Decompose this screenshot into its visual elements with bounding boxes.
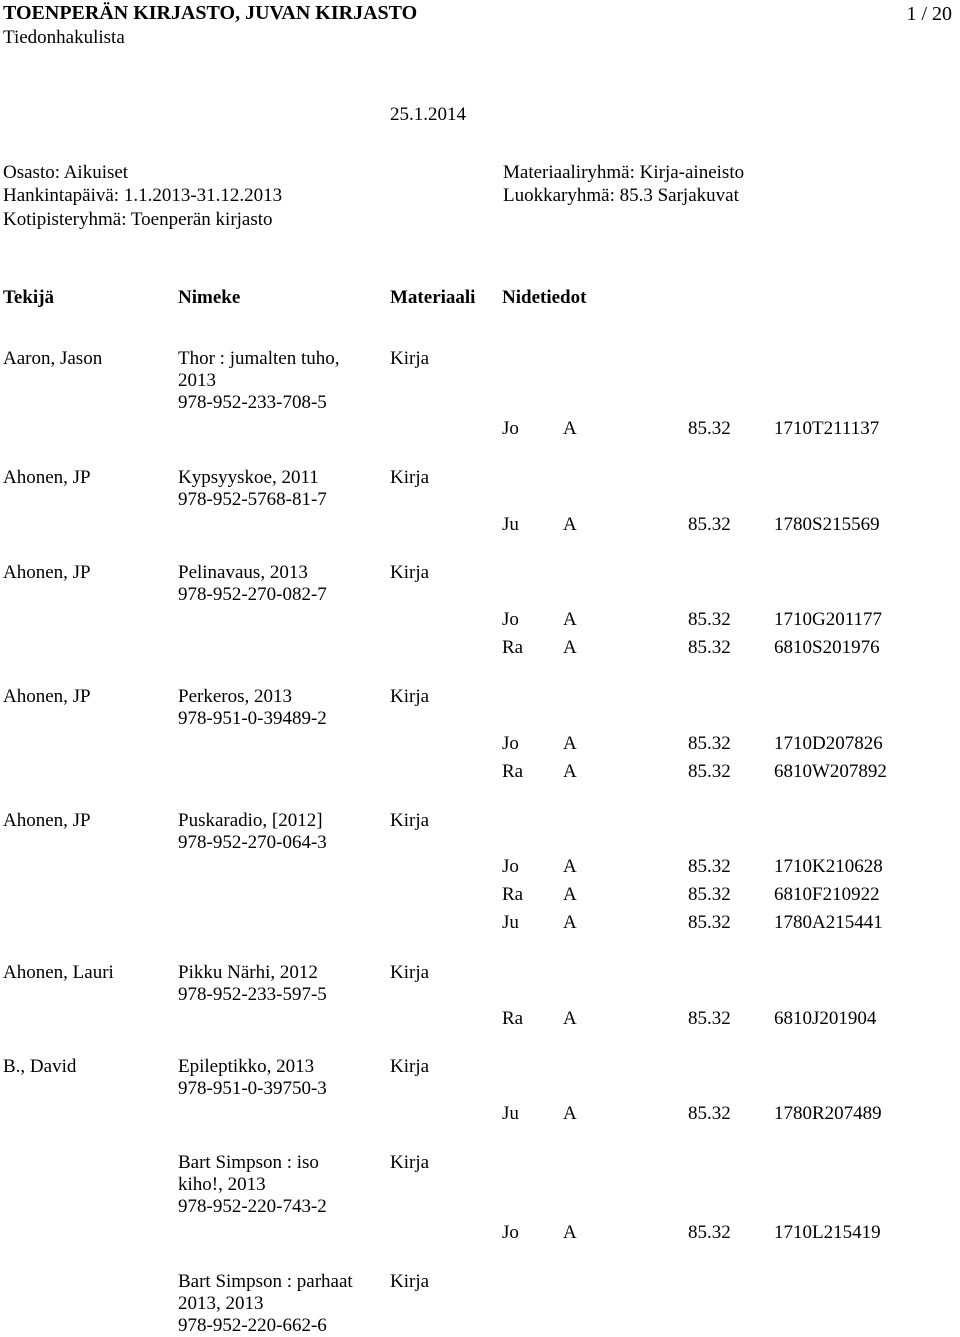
column-header-copies: Nidetiedot xyxy=(502,287,587,308)
record-title-line: Bart Simpson : iso xyxy=(178,1152,319,1173)
copy-collection: A xyxy=(563,912,577,933)
copy-collection: A xyxy=(563,637,577,658)
library-title: TOENPERÄN KIRJASTO, JUVAN KIRJASTO xyxy=(3,2,418,24)
record-title xyxy=(178,562,378,606)
copy-row xyxy=(0,609,960,637)
record-material: Kirja xyxy=(390,686,430,707)
copy-class: 85.32 xyxy=(688,761,731,782)
copy-id: 6810F210922 xyxy=(774,884,880,905)
record-title-line: Bart Simpson : parhaat xyxy=(178,1271,353,1292)
copy-collection: A xyxy=(563,1008,577,1029)
copy-id: 6810S201976 xyxy=(774,637,880,658)
record-title-line: 978-952-5768-81-7 xyxy=(178,489,327,510)
copy-collection: A xyxy=(563,884,577,905)
record-title-line: 978-952-233-597-5 xyxy=(178,984,327,1005)
column-header-title: Nimeke xyxy=(178,287,241,308)
record-title-line: 2013, 2013 xyxy=(178,1293,264,1314)
copy-id: 1710T211137 xyxy=(774,418,880,439)
criteria-osasto: Osasto: Aikuiset xyxy=(3,162,129,183)
copy-class: 85.32 xyxy=(688,856,731,877)
copy-location: Jo xyxy=(502,418,519,439)
copy-id: 1780R207489 xyxy=(774,1103,882,1124)
copy-row xyxy=(0,514,960,542)
copy-collection: A xyxy=(563,1222,577,1243)
copy-class: 85.32 xyxy=(688,733,731,754)
record-author: Ahonen, JP xyxy=(3,467,91,488)
record-author: Ahonen, JP xyxy=(3,810,91,831)
copy-id: 1710L215419 xyxy=(774,1222,881,1243)
copy-row xyxy=(0,637,960,665)
record-title xyxy=(178,686,378,730)
copy-location: Jo xyxy=(502,609,519,630)
record-author: Ahonen, JP xyxy=(3,562,91,583)
record-title-line: Kypsyyskoe, 2011 xyxy=(178,467,319,488)
column-header-material: Materiaali xyxy=(390,287,476,308)
record-title-line: Puskaradio, [2012] xyxy=(178,810,323,831)
record-title xyxy=(178,810,378,854)
copy-row xyxy=(0,912,960,940)
record-author: Ahonen, Lauri xyxy=(3,962,114,983)
record-title-line: 978-952-220-743-2 xyxy=(178,1196,327,1217)
copy-class: 85.32 xyxy=(688,884,731,905)
copy-row xyxy=(0,761,960,789)
copy-location: Ra xyxy=(502,884,524,905)
copy-row xyxy=(0,1103,960,1131)
copy-location: Ra xyxy=(502,761,524,782)
copy-class: 85.32 xyxy=(688,609,731,630)
record-title xyxy=(178,467,378,511)
copy-class: 85.32 xyxy=(688,1008,731,1029)
record-material: Kirja xyxy=(390,1056,430,1077)
copy-id: 1780S215569 xyxy=(774,514,880,535)
record-title-line: Thor : jumalten tuho, xyxy=(178,348,340,369)
record-material: Kirja xyxy=(390,1271,430,1292)
copy-id: 1710D207826 xyxy=(774,733,883,754)
record-title-line: Perkeros, 2013 xyxy=(178,686,292,707)
copy-id: 1710K210628 xyxy=(774,856,883,877)
record-title-line: 978-951-0-39489-2 xyxy=(178,708,327,729)
record-title-line: kiho!, 2013 xyxy=(178,1174,266,1195)
record-title xyxy=(178,348,378,414)
copy-row xyxy=(0,856,960,884)
copy-id: 1710G201177 xyxy=(774,609,883,630)
record-title xyxy=(178,1152,378,1218)
record-title xyxy=(178,1271,378,1337)
copy-class: 85.32 xyxy=(688,514,731,535)
copy-id: 6810W207892 xyxy=(774,761,887,782)
criteria-hankintapaiva: Hankintapäivä: 1.1.2013-31.12.2013 xyxy=(3,185,283,206)
record-material: Kirja xyxy=(390,1152,430,1173)
copy-collection: A xyxy=(563,514,577,535)
copy-row xyxy=(0,1222,960,1250)
record-title-line: 978-952-233-708-5 xyxy=(178,392,327,413)
copy-id: 6810J201904 xyxy=(774,1008,877,1029)
record-title-line: 978-952-270-082-7 xyxy=(178,584,327,605)
record-material: Kirja xyxy=(390,810,430,831)
copy-row xyxy=(0,418,960,446)
copy-collection: A xyxy=(563,733,577,754)
record-author: B., David xyxy=(3,1056,77,1077)
record-title-line: 978-951-0-39750-3 xyxy=(178,1078,327,1099)
copy-collection: A xyxy=(563,1103,577,1124)
criteria-luokkaryhma: Luokkaryhmä: 85.3 Sarjakuvat xyxy=(503,185,739,206)
copy-class: 85.32 xyxy=(688,1103,731,1124)
record-material: Kirja xyxy=(390,348,430,369)
record-title-line: Pikku Närhi, 2012 xyxy=(178,962,318,983)
copy-location: Ra xyxy=(502,1008,524,1029)
page-number: 1 / 20 xyxy=(906,3,952,25)
copy-class: 85.32 xyxy=(688,637,731,658)
criteria-kotipisteryhma: Kotipisteryhmä: Toenperän kirjasto xyxy=(3,209,273,230)
record-title xyxy=(178,1056,378,1100)
copy-collection: A xyxy=(563,856,577,877)
record-title xyxy=(178,962,378,1006)
copy-collection: A xyxy=(563,761,577,782)
copy-class: 85.32 xyxy=(688,418,731,439)
copy-location: Ju xyxy=(502,1103,519,1124)
record-material: Kirja xyxy=(390,962,430,983)
record-title-line: 978-952-270-064-3 xyxy=(178,832,327,853)
copy-location: Jo xyxy=(502,1222,519,1243)
column-header-author: Tekijä xyxy=(3,287,55,308)
copy-collection: A xyxy=(563,609,577,630)
copy-location: Ra xyxy=(502,637,524,658)
record-title-line: Epileptikko, 2013 xyxy=(178,1056,315,1077)
copy-location: Ju xyxy=(502,912,519,933)
copy-row xyxy=(0,884,960,912)
record-material: Kirja xyxy=(390,467,430,488)
record-author: Ahonen, JP xyxy=(3,686,91,707)
record-title-line: 978-952-220-662-6 xyxy=(178,1315,327,1336)
copy-row xyxy=(0,733,960,761)
copy-id: 1780A215441 xyxy=(774,912,883,933)
criteria-materiaaliryhma: Materiaaliryhmä: Kirja-aineisto xyxy=(503,162,745,183)
copy-row xyxy=(0,1008,960,1036)
report-date: 25.1.2014 xyxy=(390,104,466,125)
copy-location: Jo xyxy=(502,733,519,754)
copy-collection: A xyxy=(563,418,577,439)
record-title-line: Pelinavaus, 2013 xyxy=(178,562,308,583)
record-author: Aaron, Jason xyxy=(3,348,103,369)
report-subtitle: Tiedonhakulista xyxy=(3,27,125,48)
copy-location: Jo xyxy=(502,856,519,877)
copy-class: 85.32 xyxy=(688,912,731,933)
record-title-line: 2013 xyxy=(178,370,216,391)
copy-class: 85.32 xyxy=(688,1222,731,1243)
record-material: Kirja xyxy=(390,562,430,583)
copy-location: Ju xyxy=(502,514,519,535)
